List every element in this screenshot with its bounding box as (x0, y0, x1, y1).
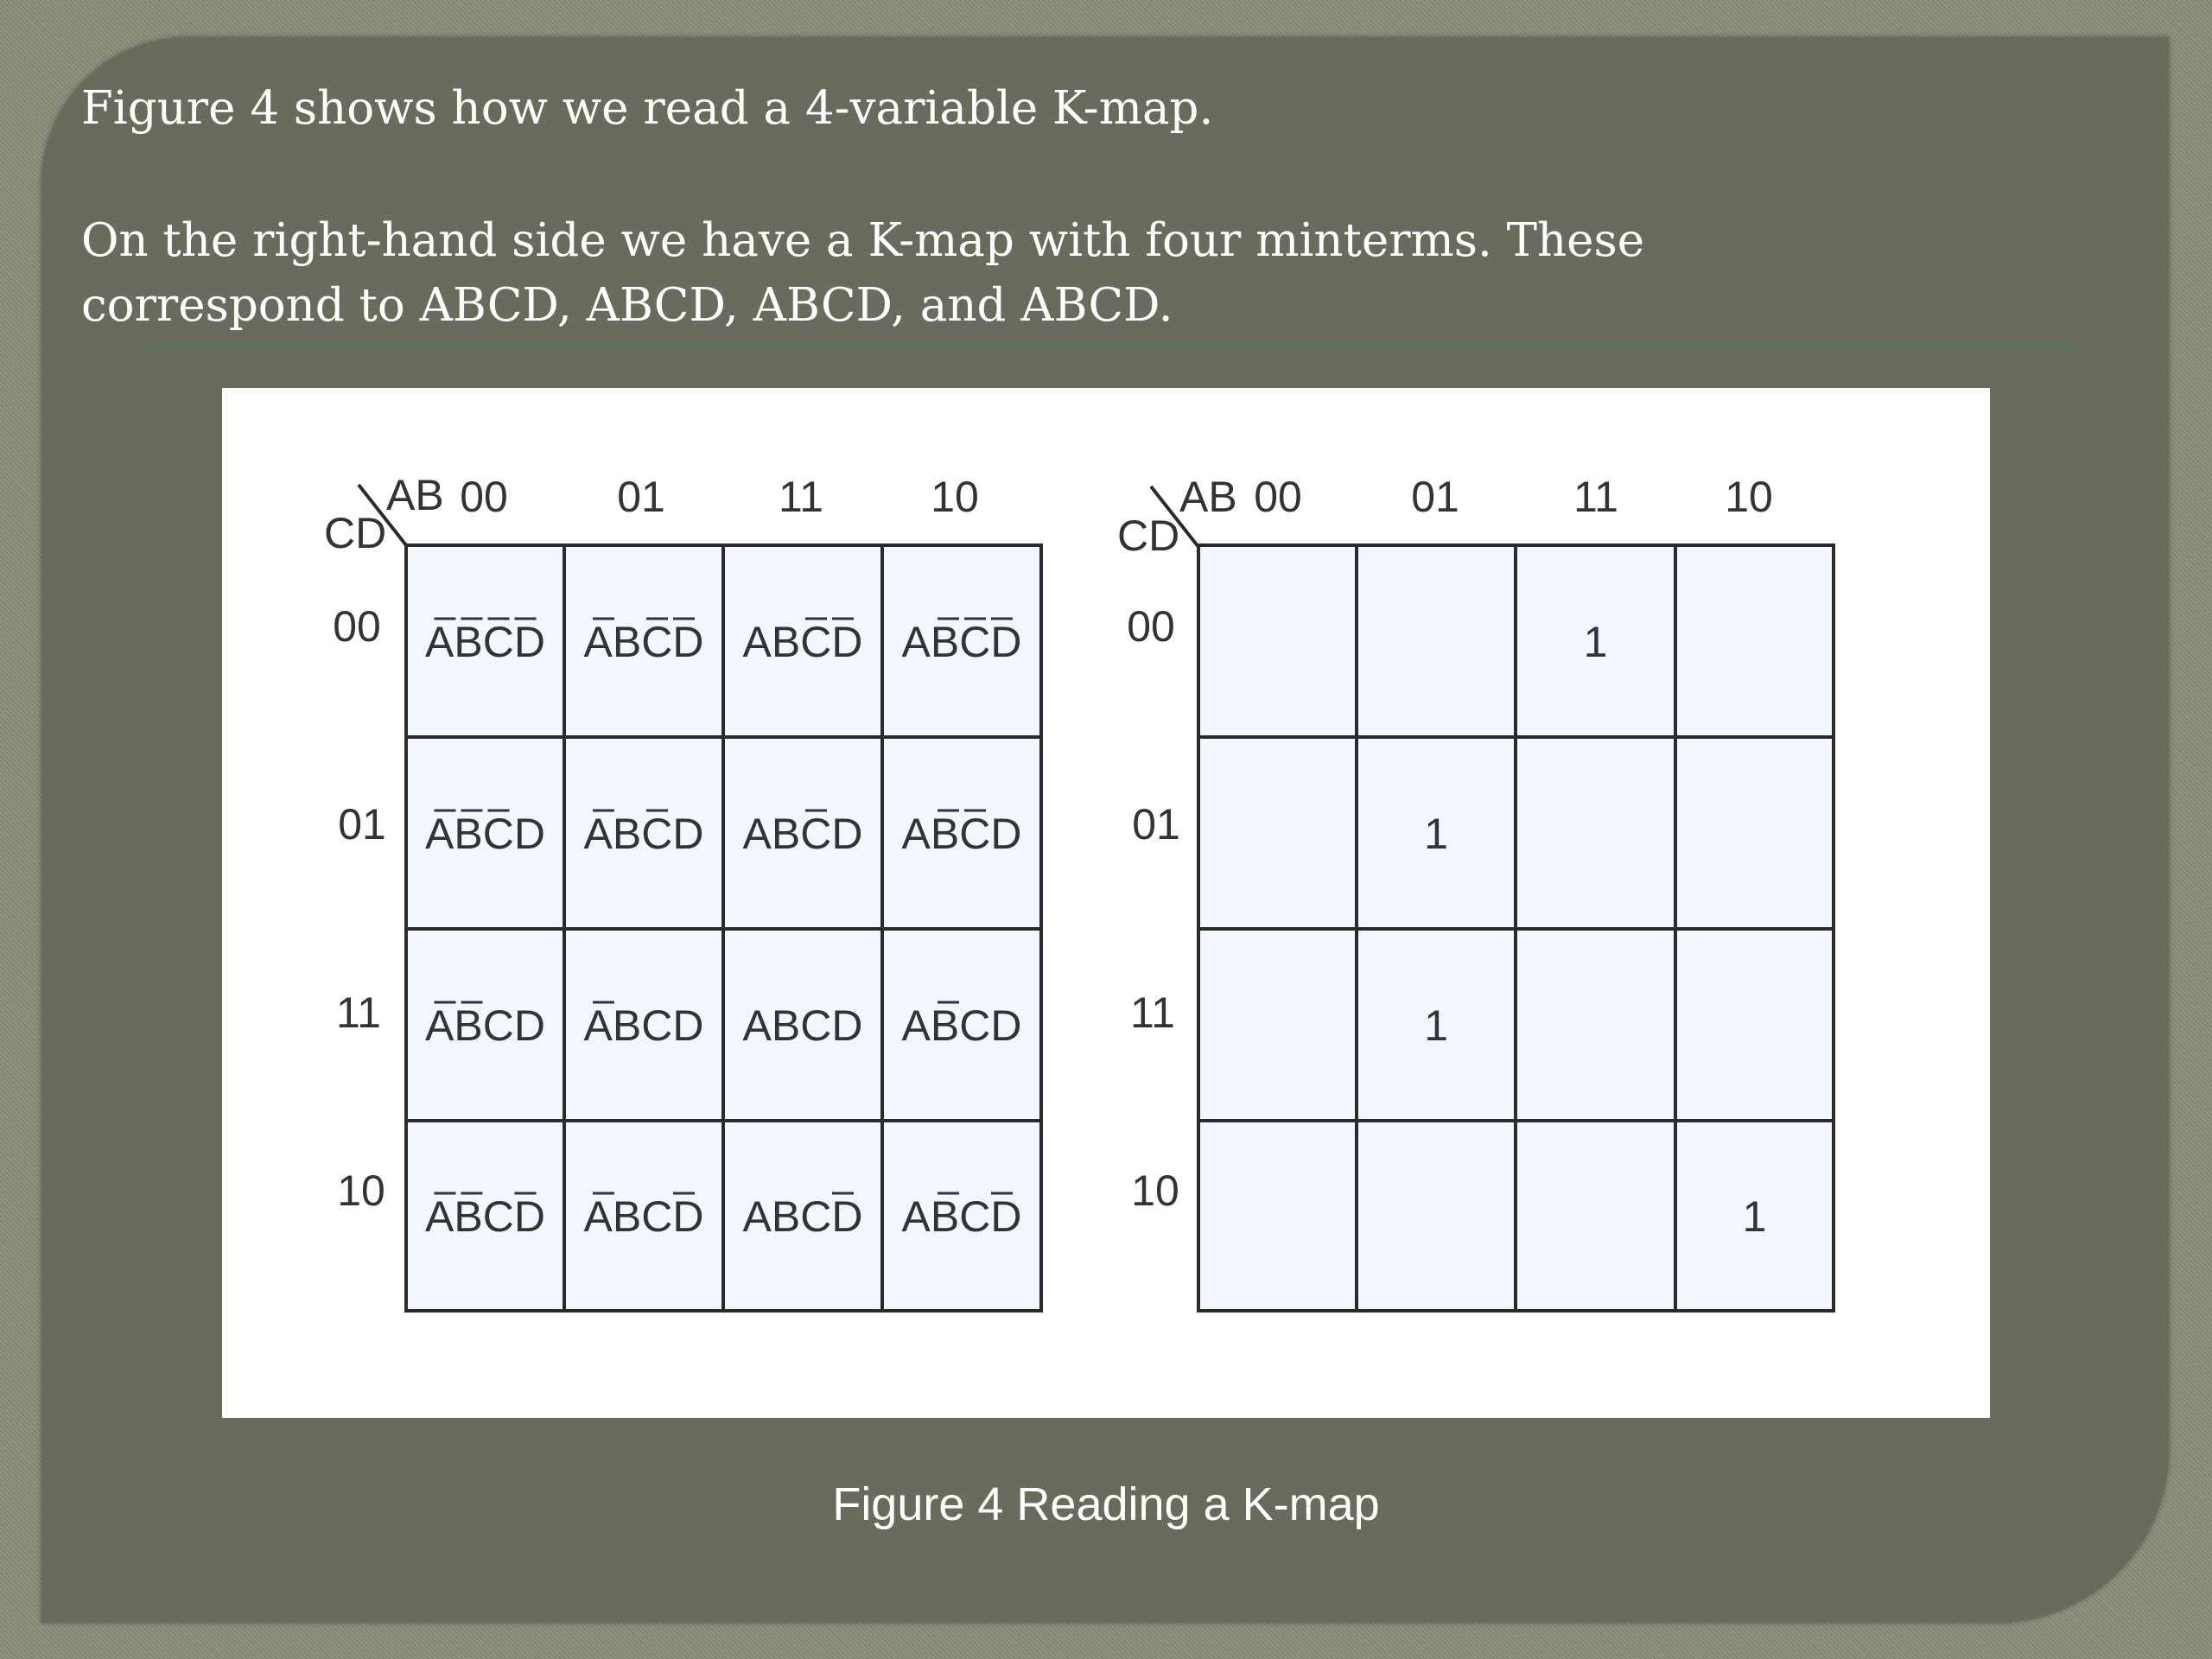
kmap-right-cell-r11-c11 (1516, 929, 1675, 1121)
kmap-right-col-label-01: 01 (1411, 473, 1459, 521)
kmap-right-cell-r00-c10 (1675, 545, 1834, 737)
kmap-right-cell-value: 1 (1424, 810, 1448, 858)
kmap-left-cell-value: ABCD (901, 1001, 1022, 1050)
kmap-right-cell-r00-c00 (1198, 545, 1357, 737)
kmap-right-col-label-00: 00 (1254, 473, 1302, 521)
kmap-right-cell-value: 1 (1742, 1192, 1767, 1241)
kmap-left-cell-value: ABCD (425, 618, 545, 666)
kmap-left-col-label-01: 01 (617, 473, 665, 521)
kmap-right-cell-r01-c11 (1516, 737, 1675, 929)
kmap-right-row-label-01: 01 (1132, 800, 1180, 849)
kmap-left-cell-value: ABCD (742, 618, 863, 666)
kmap-left-cell-value: ABCD (583, 810, 704, 858)
kmap-right-row-var: CD (1117, 512, 1180, 560)
kmap-right-cell-r10-c11 (1516, 1121, 1675, 1311)
kmap-left-row-label-10: 10 (337, 1166, 385, 1215)
kmap-figure (222, 388, 1990, 1418)
kmap-left-row-label-00: 00 (333, 602, 381, 651)
kmap-left-cell-value: ABCD (742, 1001, 863, 1050)
figure-panel (222, 388, 1990, 1418)
kmap-right-cell-r11-c00 (1198, 929, 1357, 1121)
kmap-left-col-var: AB (386, 471, 444, 519)
figure-caption: Figure 4 Reading a K-map (832, 1478, 1380, 1530)
kmap-left-cell-value: ABCD (901, 618, 1022, 666)
kmap-left-cell-value: ABCD (425, 1192, 545, 1241)
divider-line (142, 345, 2077, 347)
kmap-left-cell-value: ABCD (583, 1192, 704, 1241)
kmap-left-cell-value: ABCD (583, 1001, 704, 1050)
kmap-left-col-label-10: 10 (931, 473, 979, 521)
kmap-right-row-label-00: 00 (1127, 602, 1175, 651)
kmap-left (324, 471, 1041, 1311)
kmap-left-row-label-01: 01 (338, 800, 386, 849)
kmap-left-cell-value: ABCD (742, 810, 863, 858)
kmap-right-cell-r10-c00 (1198, 1121, 1357, 1311)
kmap-right-cell-value: 1 (1424, 1001, 1448, 1050)
kmap-left-col-label-00: 00 (460, 473, 508, 521)
kmap-left-row-label-11: 11 (336, 988, 381, 1037)
kmap-left-cell-value: ABCD (901, 810, 1022, 858)
kmap-left-cell-value: ABCD (425, 1001, 545, 1050)
kmap-right-cell-r10-c01 (1357, 1121, 1516, 1311)
kmap-right-cell-r11-c10 (1675, 929, 1834, 1121)
kmap-right-col-label-10: 10 (1725, 473, 1773, 521)
kmap-left-cell-value: ABCD (901, 1192, 1022, 1241)
kmap-right-cell-value: 1 (1583, 618, 1608, 666)
kmap-right-cell-r01-c00 (1198, 737, 1357, 929)
kmap-right-cell-r01-c10 (1675, 737, 1834, 929)
kmap-right (1117, 473, 1834, 1311)
kmap-left-cell-value: ABCD (425, 810, 545, 858)
kmap-right-col-var: AB (1179, 473, 1237, 521)
kmap-right-row-label-10: 10 (1131, 1166, 1179, 1215)
description-text-line-2: correspond to ABCD, ABCD, ABCD, and ABCD. (81, 279, 1173, 332)
kmap-left-col-label-11: 11 (779, 473, 823, 521)
kmap-right-row-label-11: 11 (1130, 988, 1175, 1037)
kmap-right-cell-r00-c01 (1357, 545, 1516, 737)
kmap-left-row-var: CD (324, 509, 387, 557)
kmap-left-cell-value: ABCD (742, 1192, 863, 1241)
intro-text-line: Figure 4 shows how we read a 4-variable K-map. (81, 82, 1214, 135)
kmap-right-col-label-11: 11 (1573, 473, 1618, 521)
kmap-left-cell-value: ABCD (583, 618, 704, 666)
description-text-line-1: On the right-hand side we have a K-map with four minterms. These (81, 214, 1645, 267)
